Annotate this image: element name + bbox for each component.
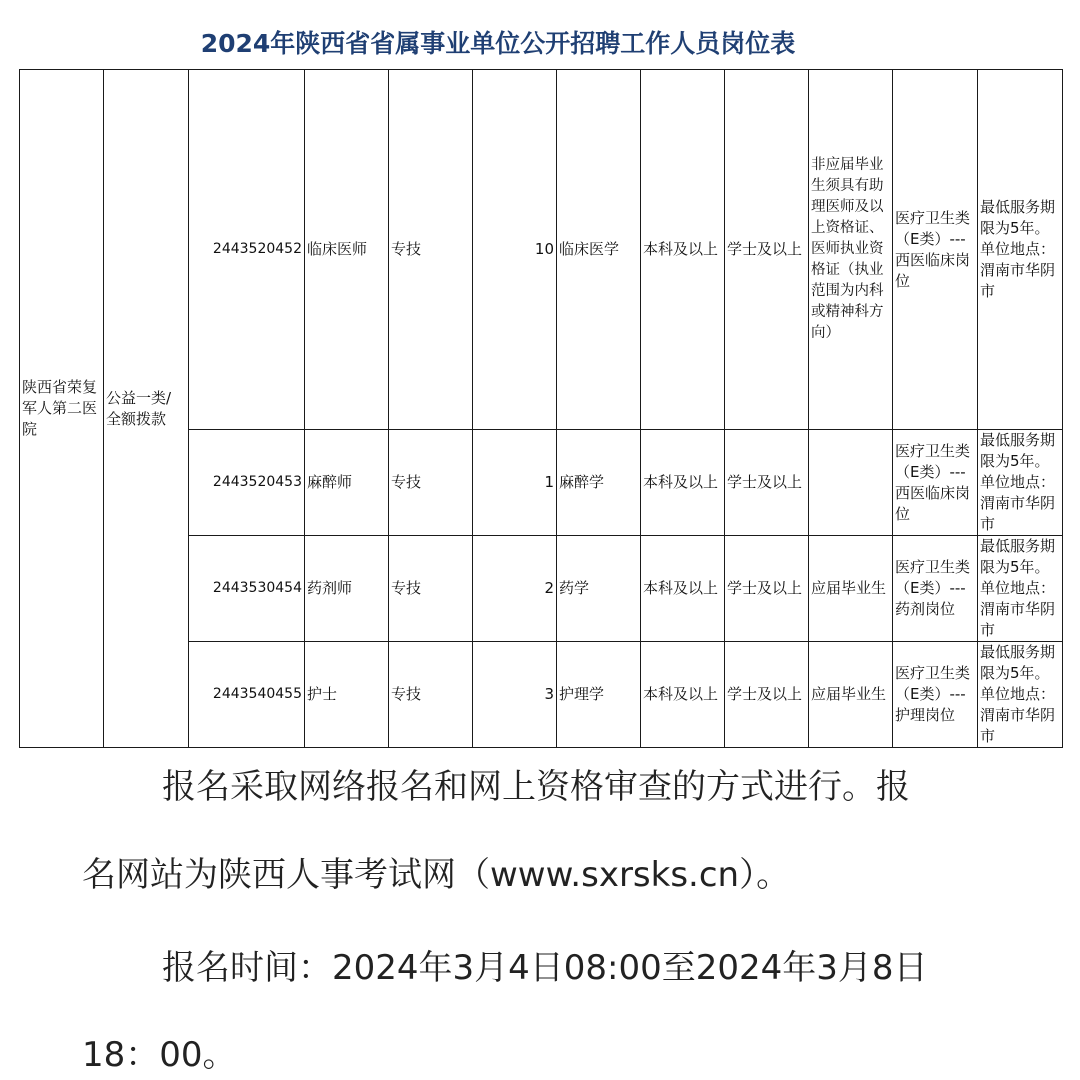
- degree: 学士及以上: [727, 685, 803, 703]
- education: 本科及以上: [643, 240, 719, 258]
- education: 本科及以上: [643, 685, 719, 703]
- remark: 最低服务期限为5年。单位地点：渭南市华阴市: [980, 198, 1056, 300]
- post-name-cell: [305, 430, 389, 536]
- post-code-cell: [189, 536, 305, 642]
- hire-count: 1: [544, 473, 554, 491]
- post-name: 麻醉师: [307, 473, 353, 491]
- post-code: 2443520452: [212, 241, 302, 257]
- post-name: 药剂师: [307, 579, 353, 597]
- post-category-cell: [389, 70, 473, 430]
- unit-type: 公益一类/全额拨款: [106, 388, 172, 428]
- education-cell: [641, 70, 725, 430]
- post-category-cell: [389, 536, 473, 642]
- post-code: 2443540455: [212, 686, 302, 702]
- requirement: 应届毕业生: [811, 685, 887, 703]
- post-category: 专技: [391, 473, 422, 491]
- post-code-cell: [189, 70, 305, 430]
- exam-type-cell: [893, 536, 978, 642]
- exam-type-cell: [893, 642, 978, 748]
- posts-table: [19, 69, 1063, 748]
- requirement-cell: [809, 70, 893, 430]
- exam-type-cell: [893, 430, 978, 536]
- registration-time-paragraph: [82, 948, 1052, 1075]
- requirement: 应届毕业生: [811, 579, 887, 597]
- degree: 学士及以上: [727, 579, 803, 597]
- exam-type: 医疗卫生类（E类）---西医临床岗位: [895, 441, 971, 523]
- remark-cell: [978, 430, 1063, 536]
- paragraph-line: 报名时间：2024年3月4日08:00至2024年3月8日: [162, 948, 928, 988]
- hire-count: 2: [544, 579, 554, 597]
- unit-name-cell: [20, 70, 104, 748]
- remark-cell: [978, 642, 1063, 748]
- education-cell: [641, 536, 725, 642]
- major-cell: [557, 430, 641, 536]
- paragraph-line: 报名采取网络报名和网上资格审查的方式进行。报: [162, 767, 910, 807]
- remark: 最低服务期限为5年。单位地点：渭南市华阴市: [980, 643, 1056, 745]
- education-cell: [641, 430, 725, 536]
- post-code-cell: [189, 642, 305, 748]
- paragraph-line: 名网站为陕西人事考试网（www.sxrsks.cn）。: [82, 855, 791, 895]
- registration-method-paragraph: [82, 767, 1052, 895]
- degree-cell: [725, 536, 809, 642]
- requirement-cell: [809, 536, 893, 642]
- post-category: 专技: [391, 685, 422, 703]
- hire-count-cell: [473, 430, 557, 536]
- post-name-cell: [305, 70, 389, 430]
- requirement-cell: [809, 430, 893, 536]
- hire-count: 3: [544, 685, 554, 703]
- post-code: 2443520453: [212, 474, 302, 490]
- exam-type: 医疗卫生类（E类）---药剂岗位: [895, 558, 971, 618]
- post-name: 临床医师: [307, 240, 368, 258]
- education: 本科及以上: [643, 473, 719, 491]
- unit-name: 陕西省荣复军人第二医院: [22, 378, 98, 438]
- paragraph-line: 18：00。: [82, 1035, 237, 1075]
- post-code: 2443530454: [212, 580, 302, 596]
- remark-cell: [978, 536, 1063, 642]
- remark: 最低服务期限为5年。单位地点：渭南市华阴市: [980, 431, 1056, 533]
- education-cell: [641, 642, 725, 748]
- hire-count: 10: [534, 240, 554, 258]
- major: 临床医学: [559, 240, 620, 258]
- degree-cell: [725, 642, 809, 748]
- major-cell: [557, 536, 641, 642]
- degree: 学士及以上: [727, 240, 803, 258]
- exam-type-cell: [893, 70, 978, 430]
- degree: 学士及以上: [727, 473, 803, 491]
- requirement-cell: [809, 642, 893, 748]
- major: 麻醉学: [559, 473, 605, 491]
- education: 本科及以上: [643, 579, 719, 597]
- exam-type: 医疗卫生类（E类）---西医临床岗位: [895, 208, 971, 290]
- post-name: 护士: [307, 685, 338, 703]
- hire-count-cell: [473, 70, 557, 430]
- degree-cell: [725, 70, 809, 430]
- remark-cell: [978, 70, 1063, 430]
- post-name-cell: [305, 642, 389, 748]
- post-category: 专技: [391, 579, 422, 597]
- degree-cell: [725, 430, 809, 536]
- post-category: 专技: [391, 240, 422, 258]
- job-posting-table: [19, 69, 1062, 745]
- hire-count-cell: [473, 642, 557, 748]
- table-row: [20, 70, 1063, 430]
- post-code-cell: [189, 430, 305, 536]
- page-title: 2024年陕西省省属事业单位公开招聘工作人员岗位表: [200, 29, 796, 58]
- major: 药学: [559, 579, 590, 597]
- remark: 最低服务期限为5年。单位地点：渭南市华阴市: [980, 537, 1056, 639]
- major: 护理学: [559, 685, 605, 703]
- exam-type: 医疗卫生类（E类）---护理岗位: [895, 664, 971, 724]
- post-name-cell: [305, 536, 389, 642]
- major-cell: [557, 642, 641, 748]
- post-category-cell: [389, 430, 473, 536]
- unit-type-cell: [104, 70, 189, 748]
- hire-count-cell: [473, 536, 557, 642]
- requirement: 非应届毕业生须具有助理医师及以上资格证、医师执业资格证（执业范围为内科或精神科方向）: [811, 157, 884, 341]
- post-category-cell: [389, 642, 473, 748]
- major-cell: [557, 70, 641, 430]
